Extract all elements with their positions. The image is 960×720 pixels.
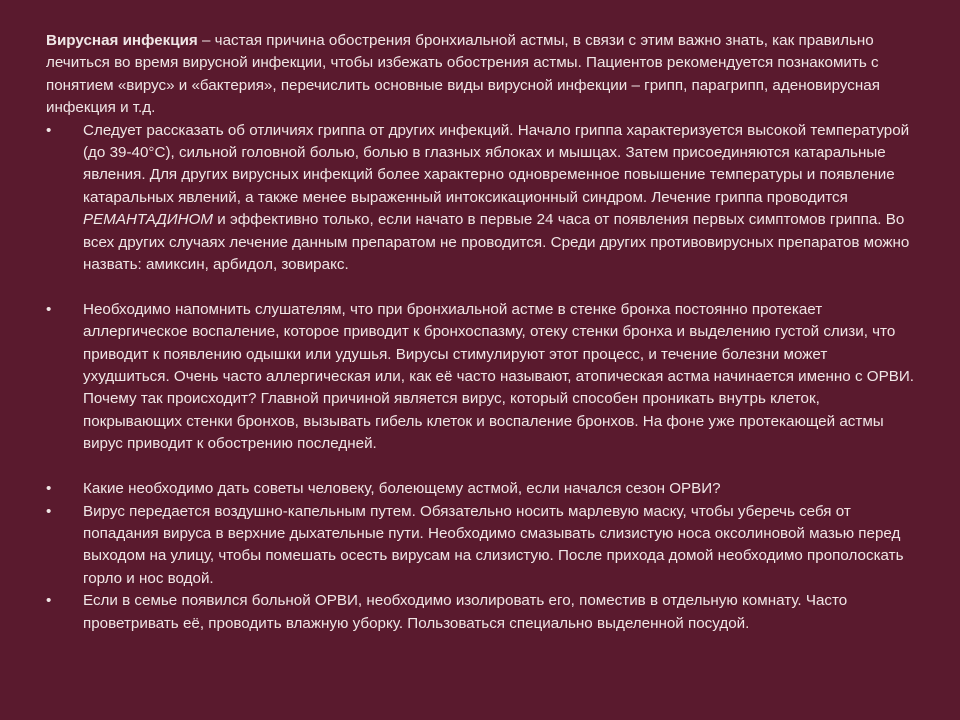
bullet-dot-icon: • [46, 300, 52, 318]
bullet-advice-text: Какие необходимо дать советы человеку, болеющему астмой, если начался сезон ОРВИ? [83, 480, 721, 498]
intro-paragraph [46, 30, 916, 120]
bullet-flu-differences [46, 120, 916, 277]
bullet-allergic-text: Необходимо напомнить слушателям, что при бронхиальной астме в стенке бронха постоянно протекает аллергическое воспаление, которое приводит к бронхоспазму, отеку стенки бронха и выделению густой слизи, что приводит к появлению одышки или удушья. Вирусы стимулируют этот процесс, и течение болезни может ухудшиться. Очень часто аллергическая или, как её часто называют, атопическая астма начинается именно с ОРВИ. Почему так происходит? Главной причиной является вирус, который способен проникать внутрь клеток, покрывающих стенки бронхов, вызывать гибель клеток и воспаление бронхов. На фоне уже протекающей астмы вирус приводит к обострению последней. [83, 300, 914, 453]
bullet-flu-text-after: и эффективно только, если начато в первые 24 часа от появления первых симптомов гриппа. Во всех других случаях лечение данным препаратом не проводится. Среди других противовирусных препаратов можно назвать: амиксин, арбидол, зовиракс. [83, 211, 910, 274]
bullet-dot-icon: • [46, 502, 52, 520]
paragraph-gap [46, 276, 916, 298]
bullet-transmission [46, 501, 916, 591]
bullet-dot-icon: • [46, 121, 52, 139]
paragraph-gap [46, 456, 916, 478]
bullet-transmission-text: Вирус передается воздушно-капельным путем. Обязательно носить марлевую маску, чтобы уберечь себя от попадания вируса в верхние дыхательные пути. Необходимо смазывать слизистую носа оксолиновой мазью перед выходом на улицу, чтобы помешать осесть вирусам на слизистую. После прихода домой необходимо прополоскать горло и нос водой. [83, 502, 904, 587]
bullet-isolation [46, 590, 916, 635]
slide-content [46, 30, 916, 635]
bullet-dot-icon: • [46, 592, 52, 610]
intro-text: – частая причина обострения бронхиальной астмы, в связи с этим важно знать, как правильно лечиться во время вирусной инфекции, чтобы избежать обострения астмы. Пациентов рекомендуется познакомить с понятием «вирус» и «бактерия», перечислить основные виды вирусной инфекции – грипп, парагрипп, аденовирусная инфекция и т.д. [46, 32, 880, 117]
bullet-allergic-inflammation [46, 299, 916, 456]
bullet-isolation-text: Если в семье появился больной ОРВИ, необходимо изолировать его, поместив в отдельную комнату. Часто проветривать её, проводить влажную уборку. Пользоваться специально выделенной посудой. [83, 592, 848, 632]
drug-name-remantadine: РЕМАНТАДИНОМ [83, 211, 214, 229]
bullet-advice-question [46, 478, 916, 500]
bullet-dot-icon: • [46, 480, 52, 498]
intro-term: Вирусная инфекция [46, 32, 198, 49]
bullet-flu-text-before: Следует рассказать об отличиях гриппа от других инфекций. Начало гриппа характеризуется высокой температурой (до 39-40°С), сильной головной болью, болью в глазных яблоках и мышцах. Затем присоединяются катаральные явления. Для других вирусных инфекций более характерно одновременное повышение температуры и появление катаральных явлений, а также менее выраженный интоксикационный синдром. Лечение гриппа проводится [83, 121, 910, 206]
